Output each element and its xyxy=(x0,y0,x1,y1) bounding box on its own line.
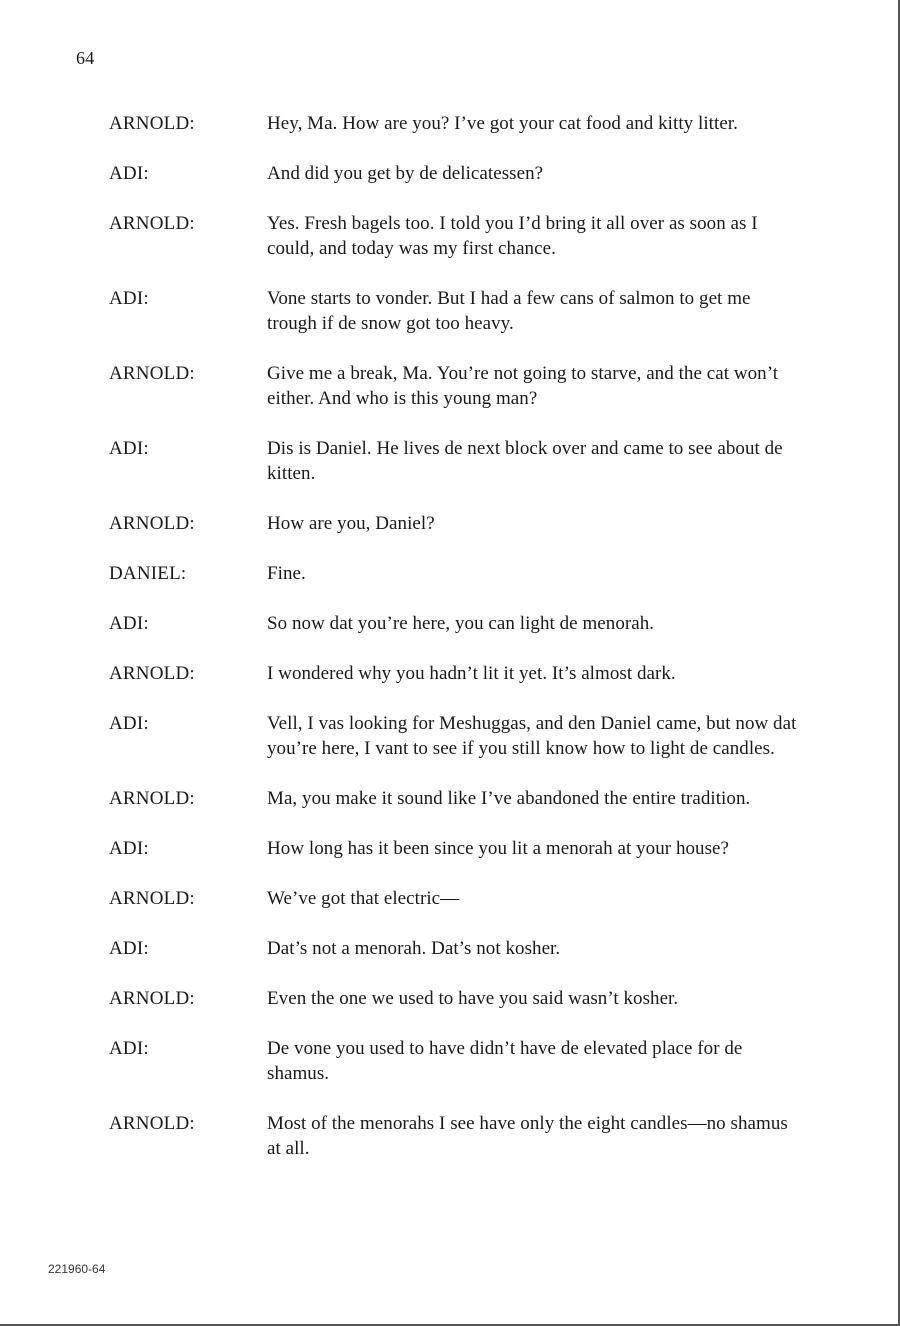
dialogue-text: Hey, Ma. How are you? I’ve got your cat food and kitty litter. xyxy=(267,113,738,134)
dialogue-line xyxy=(109,936,809,961)
dialogue-line xyxy=(109,1036,809,1086)
speaker-name: ADI: xyxy=(109,613,149,634)
dialogue-text: Yes. Fresh bagels too. I told you I’d bring it all over as soon as I could, and today was my first chance. xyxy=(267,213,758,259)
dialogue-line xyxy=(109,436,809,486)
speaker-name: ARNOLD: xyxy=(109,113,195,134)
speaker-name: ARNOLD: xyxy=(109,888,195,909)
speaker-name: ARNOLD: xyxy=(109,213,195,234)
speaker-name: ARNOLD: xyxy=(109,988,195,1009)
dialogue-line xyxy=(109,836,809,861)
dialogue-text: Dis is Daniel. He lives de next block over and came to see about de kitten. xyxy=(267,438,783,484)
dialogue-line xyxy=(109,1111,809,1161)
dialogue-line xyxy=(109,111,809,136)
dialogue-text: We’ve got that electric— xyxy=(267,888,460,909)
speaker-name: ADI: xyxy=(109,838,149,859)
dialogue-line xyxy=(109,611,809,636)
speaker-name: ARNOLD: xyxy=(109,363,195,384)
dialogue-text: Dat’s not a menorah. Dat’s not kosher. xyxy=(267,938,561,959)
dialogue-text: Most of the menorahs I see have only the eight candles—no shamus at all. xyxy=(267,1113,788,1159)
speaker-name: ADI: xyxy=(109,438,149,459)
speaker-name: ARNOLD: xyxy=(109,513,195,534)
speaker-name: ADI: xyxy=(109,713,149,734)
speaker-name: ARNOLD: xyxy=(109,1113,195,1134)
dialogue-text: Vell, I vas looking for Meshuggas, and den Daniel came, but now dat you’re here, I vant to see if you still know how to light de candles. xyxy=(267,713,797,759)
dialogue-line xyxy=(109,511,809,536)
script-dialogue xyxy=(109,111,809,1186)
dialogue-text: How long has it been since you lit a menorah at your house? xyxy=(267,838,730,859)
dialogue-text: Even the one we used to have you said wasn’t kosher. xyxy=(267,988,679,1009)
speaker-name: ADI: xyxy=(109,163,149,184)
dialogue-text: De vone you used to have didn’t have de elevated place for de shamus. xyxy=(267,1038,743,1084)
dialogue-text: And did you get by de delicatessen? xyxy=(267,163,544,184)
dialogue-line xyxy=(109,286,809,336)
page-number: 64 xyxy=(76,48,95,68)
dialogue-line xyxy=(109,986,809,1011)
speaker-name: ADI: xyxy=(109,938,149,959)
dialogue-line xyxy=(109,661,809,686)
dialogue-text: How are you, Daniel? xyxy=(267,513,435,534)
dialogue-line xyxy=(109,211,809,261)
speaker-name: DANIEL: xyxy=(109,563,187,584)
speaker-name: ARNOLD: xyxy=(109,663,195,684)
footer-code: 221960-64 xyxy=(48,1262,106,1276)
dialogue-line xyxy=(109,711,809,761)
dialogue-text: Give me a break, Ma. You’re not going to starve, and the cat won’t either. And who is this young man? xyxy=(267,363,779,409)
dialogue-text: Ma, you make it sound like I’ve abandoned the entire tradition. xyxy=(267,788,751,809)
dialogue-text: Vone starts to vonder. But I had a few cans of salmon to get me trough if de snow got too heavy. xyxy=(267,288,751,334)
speaker-name: ADI: xyxy=(109,1038,149,1059)
dialogue-text: I wondered why you hadn’t lit it yet. It’s almost dark. xyxy=(267,663,676,684)
dialogue-line xyxy=(109,161,809,186)
dialogue-line xyxy=(109,561,809,586)
dialogue-text: Fine. xyxy=(267,563,306,584)
speaker-name: ADI: xyxy=(109,288,149,309)
dialogue-text: So now dat you’re here, you can light de menorah. xyxy=(267,613,655,634)
speaker-name: ARNOLD: xyxy=(109,788,195,809)
dialogue-line xyxy=(109,886,809,911)
dialogue-line xyxy=(109,786,809,811)
dialogue-line xyxy=(109,361,809,411)
